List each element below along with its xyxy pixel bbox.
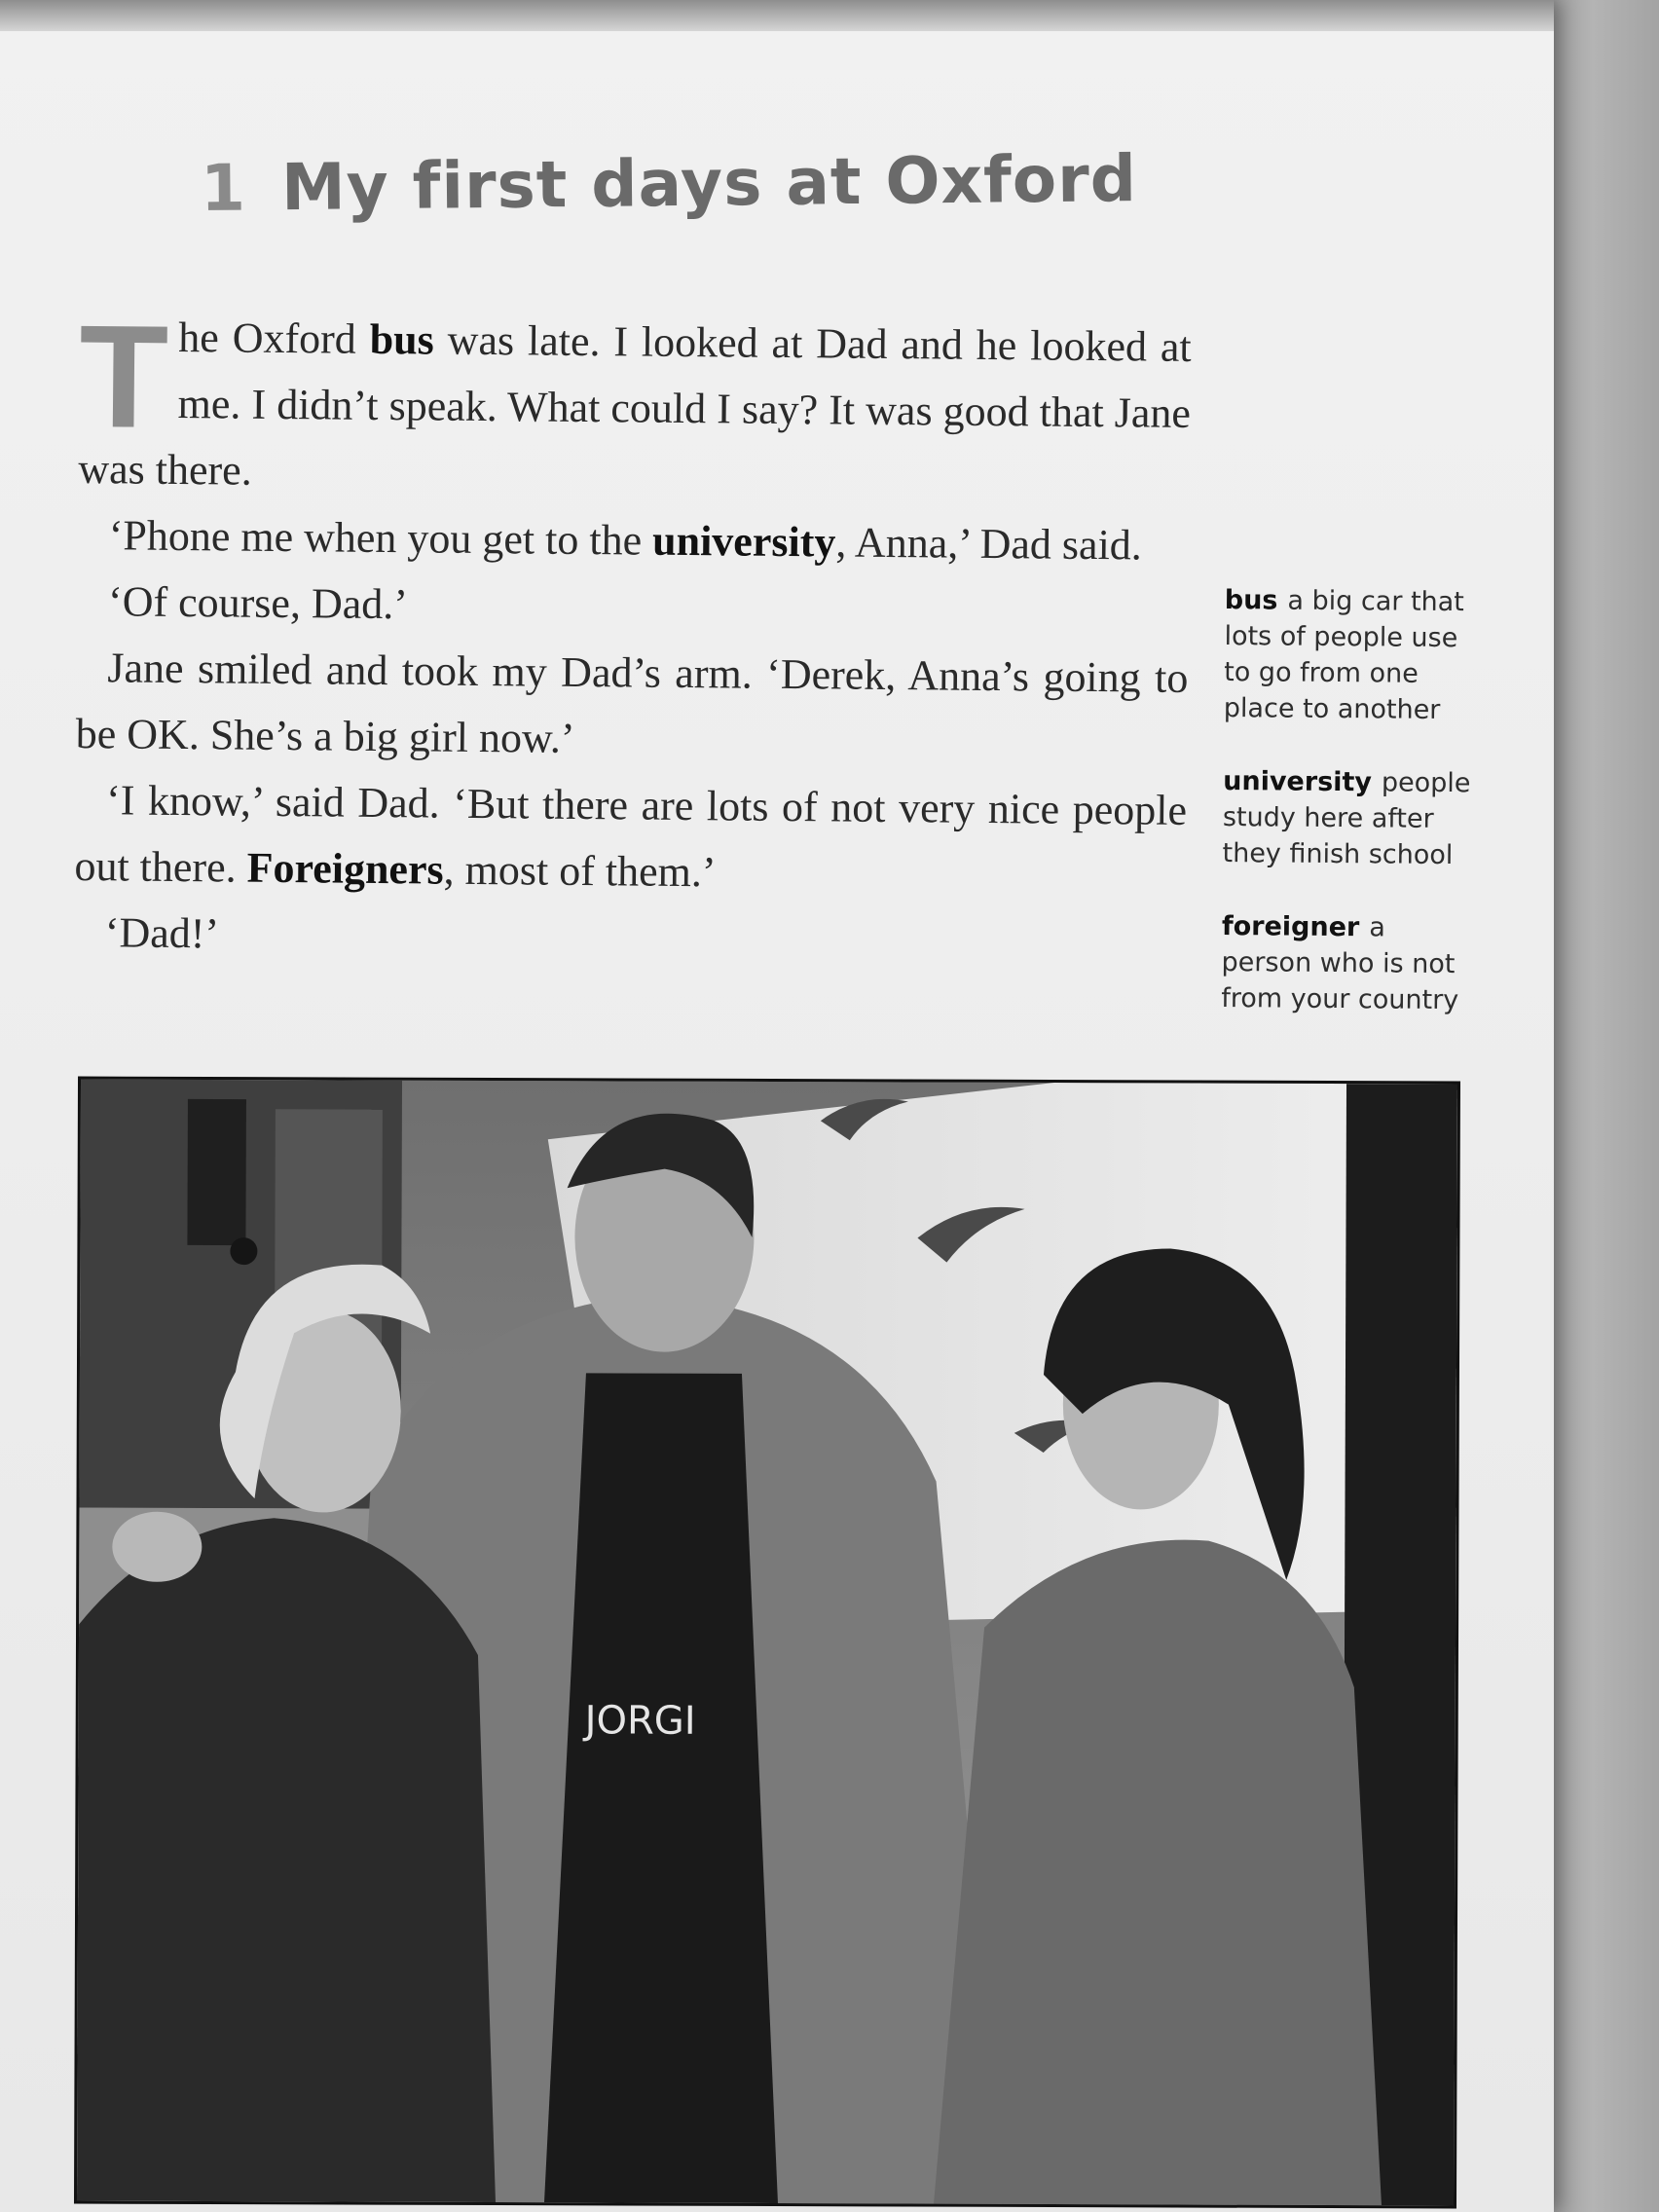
drop-cap: T: [78, 294, 169, 459]
woman-jacket: [934, 1539, 1383, 2206]
glossary-sidebar: [1221, 582, 1478, 1055]
shirt-text: JORGI: [584, 1698, 696, 1744]
glossary-term: bus: [1224, 584, 1278, 616]
story-text: [73, 294, 1192, 977]
story-text-run: ‘I know,’ said Dad. ‘But there are lots of not very nice people out there.: [74, 776, 1188, 892]
glossary-definition: people study here after they finish school: [1222, 767, 1471, 871]
girl-jacket: [77, 1518, 498, 2202]
story-text-run: ‘Phone me when you get to the: [108, 511, 653, 565]
story-paragraph-3: ‘Of course, Dad.’: [107, 577, 409, 629]
story-paragraph-2: [77, 502, 1190, 579]
glossary-word-foreigners: Foreigners: [246, 843, 444, 894]
story-paragraph-5: [74, 767, 1187, 910]
story-text-run: he Oxford: [178, 313, 370, 363]
story-text-run: , most of them.’: [443, 845, 717, 897]
glossary-entry: [1221, 908, 1475, 1018]
glossary-definition: a big car that lots of people use to go from one place to another: [1223, 585, 1464, 725]
story-paragraph-6: ‘Dad!’: [104, 908, 220, 958]
chapter-title: My first days at Oxford: [280, 140, 1138, 226]
story-paragraph-1: [78, 294, 1192, 513]
photo-illustration: [77, 1080, 1457, 2206]
story-photo: [74, 1077, 1460, 2209]
desk-background: [1548, 0, 1659, 2212]
glossary-term: university: [1223, 765, 1373, 798]
page-top-edge: [0, 0, 1554, 31]
glossary-entry: [1222, 763, 1476, 873]
glossary-definition: a person who is not from your country: [1221, 912, 1459, 1016]
glossary-word-bus: bus: [369, 314, 435, 364]
story-text-run: was late. I looked at Dad and he looked at me. I didn’t speak. What could I say? It was good that Jane was there.: [78, 315, 1192, 495]
glossary-entry: [1224, 582, 1478, 728]
story-paragraph-4: Jane smiled and took my Dad’s arm. ‘Derek, Anna’s going to be OK. She’s a big girl now.’: [75, 644, 1189, 762]
glossary-word-university: university: [651, 516, 836, 567]
chapter-number: 1: [200, 150, 247, 227]
glossary-term: foreigner: [1221, 910, 1360, 943]
chapter-heading: [201, 141, 1138, 226]
story-text-run: , Anna,’ Dad said.: [835, 518, 1143, 570]
